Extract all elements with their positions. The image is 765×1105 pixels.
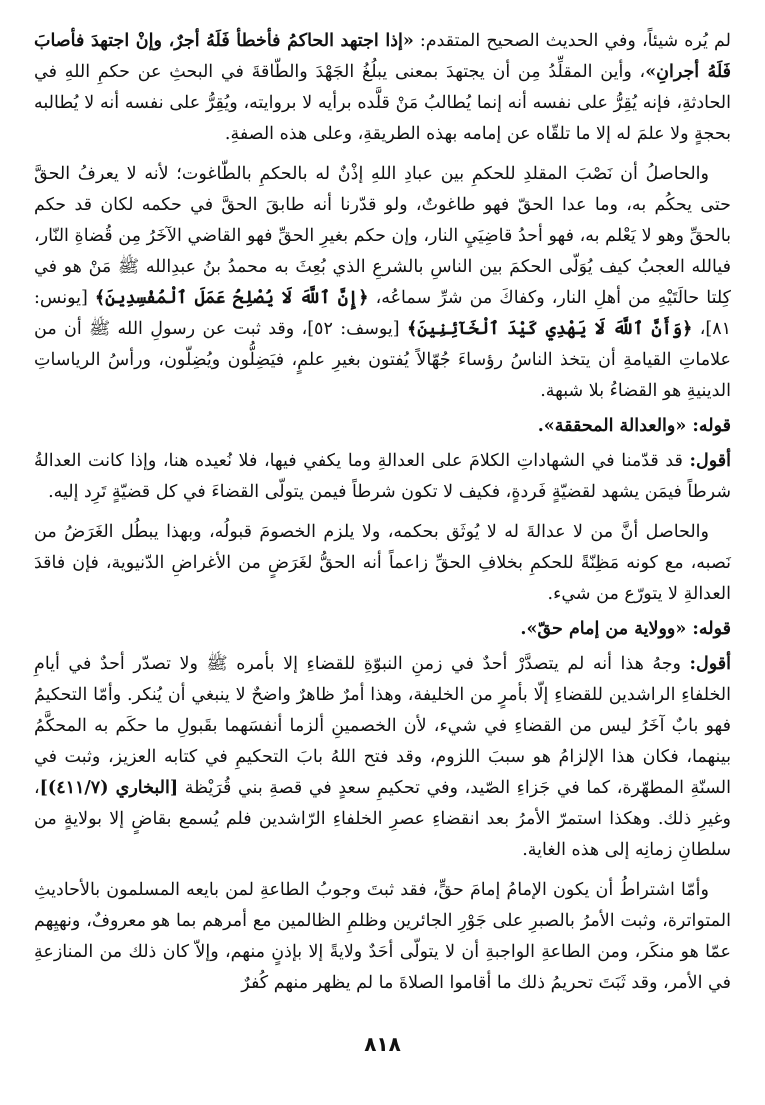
text-segment: ، وأين المقلِّدُ مِن أن يجتهدَ بمعنى يبلُغُ الجَهْدَ والطّاقةَ في البحثِ عن حكمِ اللهِ في الحادثةِ، فإنه يُقِرُّ على نفسه أنه إنما يُطالبُ مَنْ قلَّده برأيه لا بروايته، ويُقِرُّ على نفسه أنه لا يُطالبه بحجةٍ ولا علمَ له إلا ما تلقّاه عن إمامه بهذه الطريقةِ، وعلى هذه الصفةِ.: [34, 62, 731, 144]
aqul-text: وجهُ هذا أنه لم يتصدَّرْ أحدٌ في زمنِ النبوّةِ للقضاءِ إلا بأمره ﷺ ولا تصدّر أحدٌ في أيامِ الخلفاءِ الراشدين للقضاءِ إلّا بأمرٍ من الخليفة، وهذا أمرٌ ظاهرٌ واضحٌ لا ينبغي أن يُنكر. وأمّا التحكيمُ فهو بابٌ آخَرُ ليس من القضاءِ في شيء، لأن الخصمينِ ألزما أنفسَهما بقَبولِ ما حكَم به المحكَّمُ بينهما، فكان هذا الإلزامُ هو سببَ اللزوم، وقد فتح اللهُ بابَ التحكيمِ في كتابه العزيز، وثبت في السنّةِ المطهّرة، كما في جَزاءِ الصّيد، وفي تحكيمِ سعدٍ في قصةِ بني قُرَيْظة: [34, 654, 731, 798]
paragraph-1: [34, 26, 731, 150]
verse-reference: [يونس: ٨١]،: [34, 288, 731, 339]
qawl-heading-2: [34, 614, 731, 645]
qawl-label: قوله:: [692, 416, 731, 436]
aqul-label: أقول:: [689, 654, 731, 674]
text-segment: [يوسف: ٥٢]، وقد ثبت عن رسولِ الله ﷺ أن من علاماتِ القيامةِ أن يتخذ الناسُ رؤساءَ جُهّالاً يُفتون بغيرِ علمٍ، فيَضِلُّون ويُضِلّون، ورأسُ الرياساتِ الدينيةِ هو القضاءُ بلا شبهة.: [34, 319, 731, 401]
quran-verse: ﴿إِنَّ ٱللَّهَ لَا يُصْلِحُ عَمَلَ ٱلْمُفْسِدِينَ﴾: [94, 288, 369, 308]
aqul-paragraph-2: [34, 649, 731, 866]
text-segment: والحاصلُ أن نَصْبَ المقلدِ للحكمِ بين عبادِ اللهِ إذْنٌ له بالحكمِ بالطّاغوت؛ لأنه لا يعرفُ الحقَّ حتى يحكُم به، وما عدا الحقّ فهو طاغوتٌ، ولو قدّرنا أنه طابقَ الحقَّ في حكمه لكان قد حكم بالحقِّ وهو لا يَعْلم به، فهو أحدُ قاضِيَيِ النار، وإن حكم بغيرِ الحقِّ فهو القاضي الآخَرُ مِن قُضاةِ النّار، فيالله العجبُ كيف يُوَلّى الحكمَ بين الناسِ بالشرعِ الذي بُعِثَ به محمدُ بنُ عبدِالله ﷺ مَنْ هو في كِلتا حالَتَيْهِ من أهلِ النار، وكفاكَ من شرِّ سماعُه،: [34, 164, 731, 308]
paragraph-5: وأمّا اشتراطُ أن يكون الإمامُ إمامَ حقٍّ، فقد ثبتَ وجوبُ الطاعةِ لمن بايعه المسلمون بالأحاديثِ المتواترة، وثبت الأمرُ بالصبرِ على جَوْرِ الجائرين وظلمِ الظالمين مع أمرهم بما هو معروفٌ، ونهيِهم عمّا هو منكَر، ومن الطاعةِ الواجبةِ أن لا يتولّى أحَدٌ ولايةً إلا بإذنٍ منهم، وإلاّ كان ذلك من المنازعةِ في الأمر، وقد ثَبَتَ تحريمُ ذلك ما أقاموا الصلاةَ ما لم يظهر منهم كُفرٌ: [34, 880, 731, 993]
aqul-paragraph-1: [34, 446, 731, 508]
paragraph-3: والحاصل أنَّ من لا عدالةَ له لا يُوثَق بحكمه، ولا يلزم الخصومَ قبولُه، وبهذا يبطُل الغَرَضُ من نَصبه، مع كونه مَظِنّةً للحكمِ بخلافِ الحقِّ زاعماً أنه الحقُّ لغَرَضٍ من الأغراضِ الدّنيوية، فإن فاقدَ العدالةِ لا يتورّع من شيء.: [34, 522, 731, 604]
aqul-label: أقول:: [689, 451, 731, 471]
page-text: [34, 26, 731, 999]
hadith-quote: «إذا اجتهد الحاكمُ فأخطأ فَلَهُ أجرٌ، وإنْ اجتهدَ فأصابَ فَلَهُ أجرانِ»: [34, 31, 731, 82]
text-segment: لم يُره شيئاً، وفي الحديث الصحيح المتقدم:: [413, 31, 731, 51]
qawl-heading-1: [34, 411, 731, 442]
citation: [البخاري (٤١١/٧)]: [39, 778, 179, 798]
aqul-text: قد قدّمنا في الشهاداتِ الكلامَ على العدالةِ وما يكفي فيها، فلا نُعيده هنا، وإذا كانت العدالةُ شرطاً فيمَن يشهد لقضيّةٍ فَردةٍ، فكيف لا تكون شرطاً فيمن يتولّى القضاءَ في كل قضيّةٍ تَرِد إليه.: [34, 451, 731, 502]
qawl-label: قوله:: [692, 619, 731, 639]
qawl-quote: «وولاية من إمام حقّ».: [520, 619, 687, 639]
page-number: ٨١٨: [364, 1032, 401, 1056]
paragraph-2: [34, 159, 731, 407]
qawl-quote: «والعدالة المحققة».: [537, 416, 687, 436]
aqul-text: ، وغيرِ ذلك. وهكذا استمرّ الأمرُ بعد انقضاءِ عصرِ الخلفاءِ الرّاشدين فلم يُسمع بقاضٍ إلا بولايةٍ من سلطانِ زمانِه إلى هذه الغاية.: [34, 778, 731, 860]
quran-verse: ﴿وَأَنَّ ٱللَّهَ لَا يَهْدِي كَيْدَ ٱلْخَآئِنِينَ﴾: [406, 319, 693, 339]
